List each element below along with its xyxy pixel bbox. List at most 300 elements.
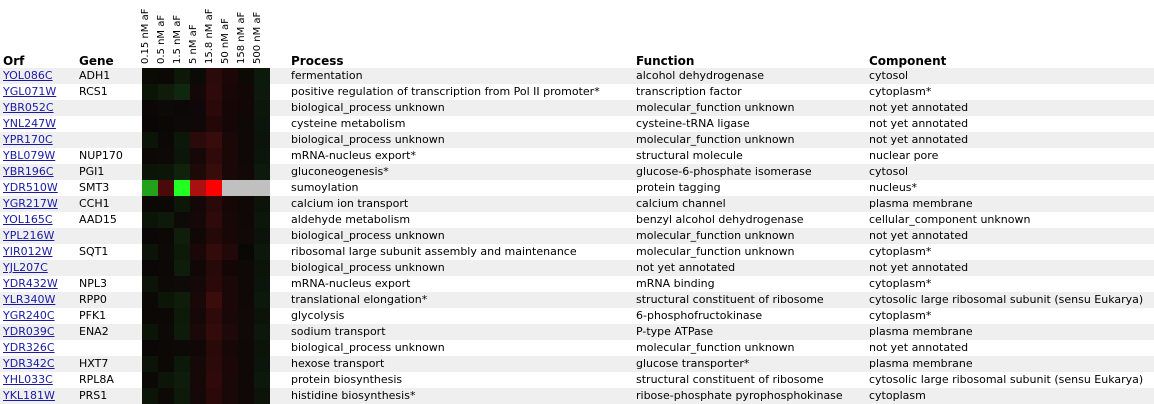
heatmap-cell — [190, 276, 206, 292]
heatmap-cell — [158, 276, 174, 292]
heatmap-cell — [158, 228, 174, 244]
heatmap-cell — [158, 324, 174, 340]
heatmap-cell — [254, 132, 270, 148]
heatmap-cell — [158, 196, 174, 212]
heatmap-cell — [158, 372, 174, 388]
gene-table — [0, 68, 1154, 404]
heatmap-cell — [238, 196, 254, 212]
heatmap-cell — [238, 244, 254, 260]
heatmap-cell — [158, 148, 174, 164]
heatmap-cell — [158, 388, 174, 404]
heatmap-cell — [206, 260, 222, 276]
heatmap-cell — [254, 244, 270, 260]
heatmap-cell — [142, 260, 158, 276]
heatmap-cell — [142, 340, 158, 356]
expression-heatmap-row — [142, 276, 270, 292]
component-cell: not yet annotated — [869, 229, 969, 242]
orf-link[interactable]: YDR039C — [3, 325, 55, 338]
component-cell: nucleus* — [869, 181, 918, 194]
process-cell: histidine biosynthesis* — [291, 389, 416, 402]
function-cell: cysteine-tRNA ligase — [636, 117, 750, 130]
heatmap-cell — [206, 68, 222, 84]
heatmap-cell — [174, 164, 190, 180]
heatmap-cell — [238, 388, 254, 404]
heatmap-cell — [222, 164, 238, 180]
heatmap-cell — [190, 116, 206, 132]
expression-heatmap-row — [142, 116, 270, 132]
table-row — [0, 340, 1154, 356]
heatmap-cell — [254, 372, 270, 388]
heatmap-cell — [142, 388, 158, 404]
heatmap-cell — [238, 116, 254, 132]
heatmap-cell — [158, 308, 174, 324]
component-cell: not yet annotated — [869, 261, 969, 274]
orf-link[interactable]: YDR326C — [3, 341, 55, 354]
heatmap-cell — [238, 228, 254, 244]
heatmap-cell — [142, 228, 158, 244]
orf-link[interactable]: YOL086C — [3, 69, 53, 82]
process-cell: fermentation — [291, 69, 363, 82]
heatmap-cell — [190, 260, 206, 276]
heatmap-cell — [238, 308, 254, 324]
heatmap-cell — [254, 148, 270, 164]
expression-heatmap-row — [142, 212, 270, 228]
table-row — [0, 388, 1154, 404]
heatmap-cell — [206, 196, 222, 212]
heatmap-cell — [190, 340, 206, 356]
process-cell: mRNA-nucleus export* — [291, 149, 416, 162]
concentration-label: 158 nM aF — [236, 11, 247, 64]
heatmap-cell — [190, 68, 206, 84]
heatmap-cell — [222, 100, 238, 116]
orf-link[interactable]: YJL207C — [3, 261, 48, 274]
heatmap-cell — [142, 212, 158, 228]
expression-heatmap-row — [142, 292, 270, 308]
heatmap-cell — [222, 84, 238, 100]
component-column-header: Component — [869, 54, 947, 68]
heatmap-cell — [174, 244, 190, 260]
orf-link[interactable]: YPR170C — [3, 133, 53, 146]
heatmap-cell — [158, 212, 174, 228]
heatmap-cell — [222, 308, 238, 324]
heatmap-cell — [142, 84, 158, 100]
gene-name: SMT3 — [79, 181, 110, 194]
heatmap-cell — [254, 276, 270, 292]
function-cell: structural constituent of ribosome — [636, 293, 824, 306]
heatmap-cell — [158, 100, 174, 116]
function-cell: P-type ATPase — [636, 325, 714, 338]
orf-link[interactable]: YDR342C — [3, 357, 55, 370]
expression-heatmap-row — [142, 228, 270, 244]
heatmap-cell — [238, 132, 254, 148]
orf-link[interactable]: YGR240C — [3, 309, 55, 322]
heatmap-cell — [174, 180, 190, 196]
orf-link[interactable]: YHL033C — [3, 373, 53, 386]
gene-name: ENA2 — [79, 325, 109, 338]
process-cell: mRNA-nucleus export — [291, 277, 411, 290]
expression-heatmap-row — [142, 324, 270, 340]
heatmap-cell — [142, 372, 158, 388]
heatmap-cell — [222, 148, 238, 164]
table-row — [0, 164, 1154, 180]
heatmap-cell — [174, 324, 190, 340]
heatmap-cell — [222, 324, 238, 340]
component-cell: cytosolic large ribosomal subunit (sensu Eukarya) — [869, 373, 1144, 386]
table-row — [0, 84, 1154, 100]
heatmap-cell — [222, 356, 238, 372]
orf-link[interactable]: YLR340W — [3, 293, 56, 306]
heatmap-cell — [142, 100, 158, 116]
heatmap-cell — [206, 228, 222, 244]
process-cell: protein biosynthesis — [291, 373, 403, 386]
gene-name: PRS1 — [79, 389, 108, 402]
heatmap-cell — [254, 164, 270, 180]
heatmap-cell — [190, 228, 206, 244]
function-cell: protein tagging — [636, 181, 721, 194]
heatmap-cell — [238, 292, 254, 308]
heatmap-cell — [190, 388, 206, 404]
concentration-label: 1.5 nM aF — [172, 14, 183, 64]
orf-link[interactable]: YBL079W — [3, 149, 56, 162]
heatmap-cell — [174, 84, 190, 100]
heatmap-cell — [222, 340, 238, 356]
function-cell: calcium channel — [636, 197, 726, 210]
heatmap-cell — [222, 372, 238, 388]
expression-heatmap-row — [142, 100, 270, 116]
heatmap-cell — [158, 340, 174, 356]
function-cell: glucose transporter* — [636, 357, 750, 370]
concentration-label: 0.15 nM aF — [140, 8, 151, 64]
process-cell: hexose transport — [291, 357, 385, 370]
table-row — [0, 132, 1154, 148]
heatmap-cell — [142, 148, 158, 164]
orf-link[interactable]: YBR052C — [3, 101, 54, 114]
orf-link[interactable]: YDR510W — [3, 181, 58, 194]
expression-heatmap-row — [142, 308, 270, 324]
heatmap-cell — [206, 100, 222, 116]
table-row — [0, 180, 1154, 196]
heatmap-cell — [206, 148, 222, 164]
heatmap-cell — [190, 324, 206, 340]
concentration-label: 0.5 nM aF — [156, 14, 167, 64]
gene-name: ADH1 — [79, 69, 111, 82]
gene-name: HXT7 — [79, 357, 109, 370]
component-cell: cytosol — [869, 165, 909, 178]
heatmap-cell — [254, 292, 270, 308]
heatmap-cell — [190, 308, 206, 324]
heatmap-cell — [190, 356, 206, 372]
heatmap-cell — [190, 212, 206, 228]
expression-heatmap-row — [142, 388, 270, 404]
heatmap-cell — [158, 116, 174, 132]
component-cell: not yet annotated — [869, 117, 969, 130]
gene-name: RCS1 — [79, 85, 108, 98]
heatmap-cell — [174, 276, 190, 292]
heatmap-cell — [174, 196, 190, 212]
table-row — [0, 68, 1154, 84]
gene-name: NPL3 — [79, 277, 107, 290]
heatmap-cell — [238, 164, 254, 180]
gene-name: AAD15 — [79, 213, 117, 226]
orf-link[interactable]: YGL071W — [3, 85, 57, 98]
process-cell: sumoylation — [291, 181, 359, 194]
process-cell: biological_process unknown — [291, 261, 445, 274]
gene-name: SQT1 — [79, 245, 109, 258]
gene-name: RPL8A — [79, 373, 114, 386]
function-cell: benzyl alcohol dehydrogenase — [636, 213, 804, 226]
heatmap-cell — [158, 164, 174, 180]
heatmap-cell — [238, 340, 254, 356]
heatmap-cell — [238, 84, 254, 100]
component-cell: cytoplasm* — [869, 277, 932, 290]
heatmap-cell — [158, 292, 174, 308]
concentration-header — [0, 0, 1154, 68]
heatmap-cell — [222, 292, 238, 308]
expression-heatmap-row — [142, 68, 270, 84]
gene-name: RPP0 — [79, 293, 107, 306]
process-cell: biological_process unknown — [291, 229, 445, 242]
heatmap-cell — [174, 372, 190, 388]
heatmap-cell — [142, 132, 158, 148]
component-cell: plasma membrane — [869, 197, 973, 210]
heatmap-cell — [222, 260, 238, 276]
orf-link[interactable]: YGR217W — [3, 197, 58, 210]
expression-heatmap-row — [142, 260, 270, 276]
heatmap-cell — [238, 260, 254, 276]
orf-link[interactable]: YIR012W — [3, 245, 53, 258]
heatmap-cell — [206, 180, 222, 196]
function-cell: 6-phosphofructokinase — [636, 309, 763, 322]
heatmap-cell — [174, 228, 190, 244]
heatmap-cell — [174, 356, 190, 372]
function-column-header: Function — [636, 54, 695, 68]
heatmap-cell — [142, 180, 158, 196]
heatmap-cell — [238, 148, 254, 164]
component-cell: cytosol — [869, 69, 909, 82]
function-cell: ribose-phosphate pyrophosphokinase — [636, 389, 843, 402]
component-cell: plasma membrane — [869, 325, 973, 338]
heatmap-cell — [222, 212, 238, 228]
heatmap-cell — [254, 340, 270, 356]
table-row — [0, 100, 1154, 116]
gene-name: PGI1 — [79, 165, 105, 178]
component-cell: cytoplasm* — [869, 85, 932, 98]
heatmap-cell — [206, 292, 222, 308]
table-row — [0, 116, 1154, 132]
heatmap-cell — [206, 276, 222, 292]
heatmap-cell — [142, 68, 158, 84]
expression-heatmap-row — [142, 372, 270, 388]
heatmap-cell — [238, 324, 254, 340]
table-row — [0, 148, 1154, 164]
heatmap-cell — [174, 292, 190, 308]
function-cell: mRNA binding — [636, 277, 715, 290]
process-cell: sodium transport — [291, 325, 386, 338]
heatmap-cell — [174, 212, 190, 228]
orf-link[interactable]: YDR432W — [3, 277, 58, 290]
heatmap-cell — [238, 100, 254, 116]
function-cell: molecular_function unknown — [636, 133, 795, 146]
heatmap-cell — [190, 244, 206, 260]
heatmap-cell — [238, 212, 254, 228]
concentration-label: 50 nM aF — [220, 18, 231, 64]
process-cell: translational elongation* — [291, 293, 428, 306]
component-cell: cellular_component unknown — [869, 213, 1031, 226]
table-row — [0, 292, 1154, 308]
heatmap-cell — [142, 276, 158, 292]
heatmap-cell — [190, 148, 206, 164]
table-row — [0, 228, 1154, 244]
heatmap-cell — [190, 100, 206, 116]
expression-heatmap-row — [142, 148, 270, 164]
heatmap-cell — [174, 100, 190, 116]
heatmap-cell — [254, 260, 270, 276]
heatmap-cell — [174, 68, 190, 84]
heatmap-cell — [222, 228, 238, 244]
component-cell: not yet annotated — [869, 133, 969, 146]
orf-column-header: Orf — [3, 54, 25, 68]
heatmap-cell — [190, 292, 206, 308]
function-cell: transcription factor — [636, 85, 742, 98]
heatmap-cell — [254, 116, 270, 132]
process-cell: aldehyde metabolism — [291, 213, 411, 226]
heatmap-cell — [174, 260, 190, 276]
heatmap-cell — [142, 308, 158, 324]
orf-link[interactable]: YPL216W — [3, 229, 55, 242]
heatmap-cell — [142, 356, 158, 372]
function-cell: molecular_function unknown — [636, 245, 795, 258]
function-cell: molecular_function unknown — [636, 341, 795, 354]
heatmap-cell — [238, 68, 254, 84]
heatmap-cell — [254, 356, 270, 372]
gene-name: NUP170 — [79, 149, 123, 162]
heatmap-cell — [142, 196, 158, 212]
process-cell: positive regulation of transcription from Pol II promoter* — [291, 85, 600, 98]
heatmap-cell — [222, 196, 238, 212]
orf-link[interactable]: YOL165C — [3, 213, 53, 226]
heatmap-cell — [142, 116, 158, 132]
orf-link[interactable]: YNL247W — [3, 117, 56, 130]
heatmap-cell — [142, 324, 158, 340]
component-cell: plasma membrane — [869, 357, 973, 370]
expression-heatmap-row — [142, 132, 270, 148]
component-cell: cytoplasm* — [869, 245, 932, 258]
heatmap-cell — [158, 244, 174, 260]
heatmap-cell — [254, 212, 270, 228]
heatmap-cell — [254, 84, 270, 100]
heatmap-cell — [254, 180, 270, 196]
table-row — [0, 196, 1154, 212]
heatmap-cell — [174, 388, 190, 404]
table-row — [0, 372, 1154, 388]
heatmap-cell — [190, 132, 206, 148]
table-row — [0, 212, 1154, 228]
heatmap-cell — [206, 308, 222, 324]
heatmap-cell — [206, 340, 222, 356]
table-row — [0, 308, 1154, 324]
process-cell: gluconeogenesis* — [291, 165, 389, 178]
heatmap-cell — [174, 132, 190, 148]
expression-heatmap-row — [142, 180, 270, 196]
process-cell: biological_process unknown — [291, 341, 445, 354]
process-cell: glycolysis — [291, 309, 345, 322]
heatmap-cell — [158, 132, 174, 148]
heatmap-cell — [222, 388, 238, 404]
heatmap-cell — [254, 68, 270, 84]
gene-column-header: Gene — [79, 54, 114, 68]
heatmap-cell — [206, 132, 222, 148]
function-cell: structural molecule — [636, 149, 743, 162]
heatmap-cell — [238, 276, 254, 292]
heatmap-cell — [190, 196, 206, 212]
heatmap-cell — [190, 372, 206, 388]
heatmap-cell — [206, 116, 222, 132]
function-cell: structural constituent of ribosome — [636, 373, 824, 386]
heatmap-cell — [254, 228, 270, 244]
heatmap-cell — [254, 196, 270, 212]
function-cell: molecular_function unknown — [636, 229, 795, 242]
heatmap-cell — [142, 292, 158, 308]
heatmap-cell — [142, 244, 158, 260]
process-cell: calcium ion transport — [291, 197, 409, 210]
heatmap-cell — [206, 324, 222, 340]
heatmap-cell — [158, 260, 174, 276]
expression-heatmap-row — [142, 196, 270, 212]
function-cell: molecular_function unknown — [636, 101, 795, 114]
table-row — [0, 356, 1154, 372]
process-cell: biological_process unknown — [291, 133, 445, 146]
process-cell: biological_process unknown — [291, 101, 445, 114]
expression-heatmap-row — [142, 84, 270, 100]
table-row — [0, 260, 1154, 276]
heatmap-cell — [158, 68, 174, 84]
heatmap-cell — [222, 180, 238, 196]
heatmap-cell — [190, 164, 206, 180]
process-column-header: Process — [291, 54, 344, 68]
component-cell: cytoplasm* — [869, 309, 932, 322]
heatmap-cell — [158, 84, 174, 100]
process-cell: cysteine metabolism — [291, 117, 406, 130]
component-cell: nuclear pore — [869, 149, 939, 162]
heatmap-cell — [238, 180, 254, 196]
heatmap-cell — [222, 68, 238, 84]
heatmap-cell — [174, 308, 190, 324]
heatmap-cell — [206, 372, 222, 388]
heatmap-cell — [206, 164, 222, 180]
orf-link[interactable]: YKL181W — [3, 389, 55, 402]
heatmap-cell — [158, 356, 174, 372]
heatmap-cell — [206, 212, 222, 228]
table-row — [0, 276, 1154, 292]
heatmap-cell — [190, 180, 206, 196]
heatmap-cell — [238, 356, 254, 372]
heatmap-cell — [254, 388, 270, 404]
function-cell: glucose-6-phosphate isomerase — [636, 165, 812, 178]
orf-link[interactable]: YBR196C — [3, 165, 54, 178]
function-cell: alcohol dehydrogenase — [636, 69, 765, 82]
heatmap-cell — [158, 180, 174, 196]
heatmap-cell — [206, 84, 222, 100]
concentration-label: 5 nM aF — [188, 24, 199, 64]
expression-heatmap-row — [142, 164, 270, 180]
heatmap-cell — [174, 148, 190, 164]
heatmap-cell — [254, 324, 270, 340]
heatmap-cell — [174, 340, 190, 356]
heatmap-cell — [206, 356, 222, 372]
expression-heatmap-row — [142, 356, 270, 372]
heatmap-cell — [222, 244, 238, 260]
component-cell: cytoplasm — [869, 389, 926, 402]
